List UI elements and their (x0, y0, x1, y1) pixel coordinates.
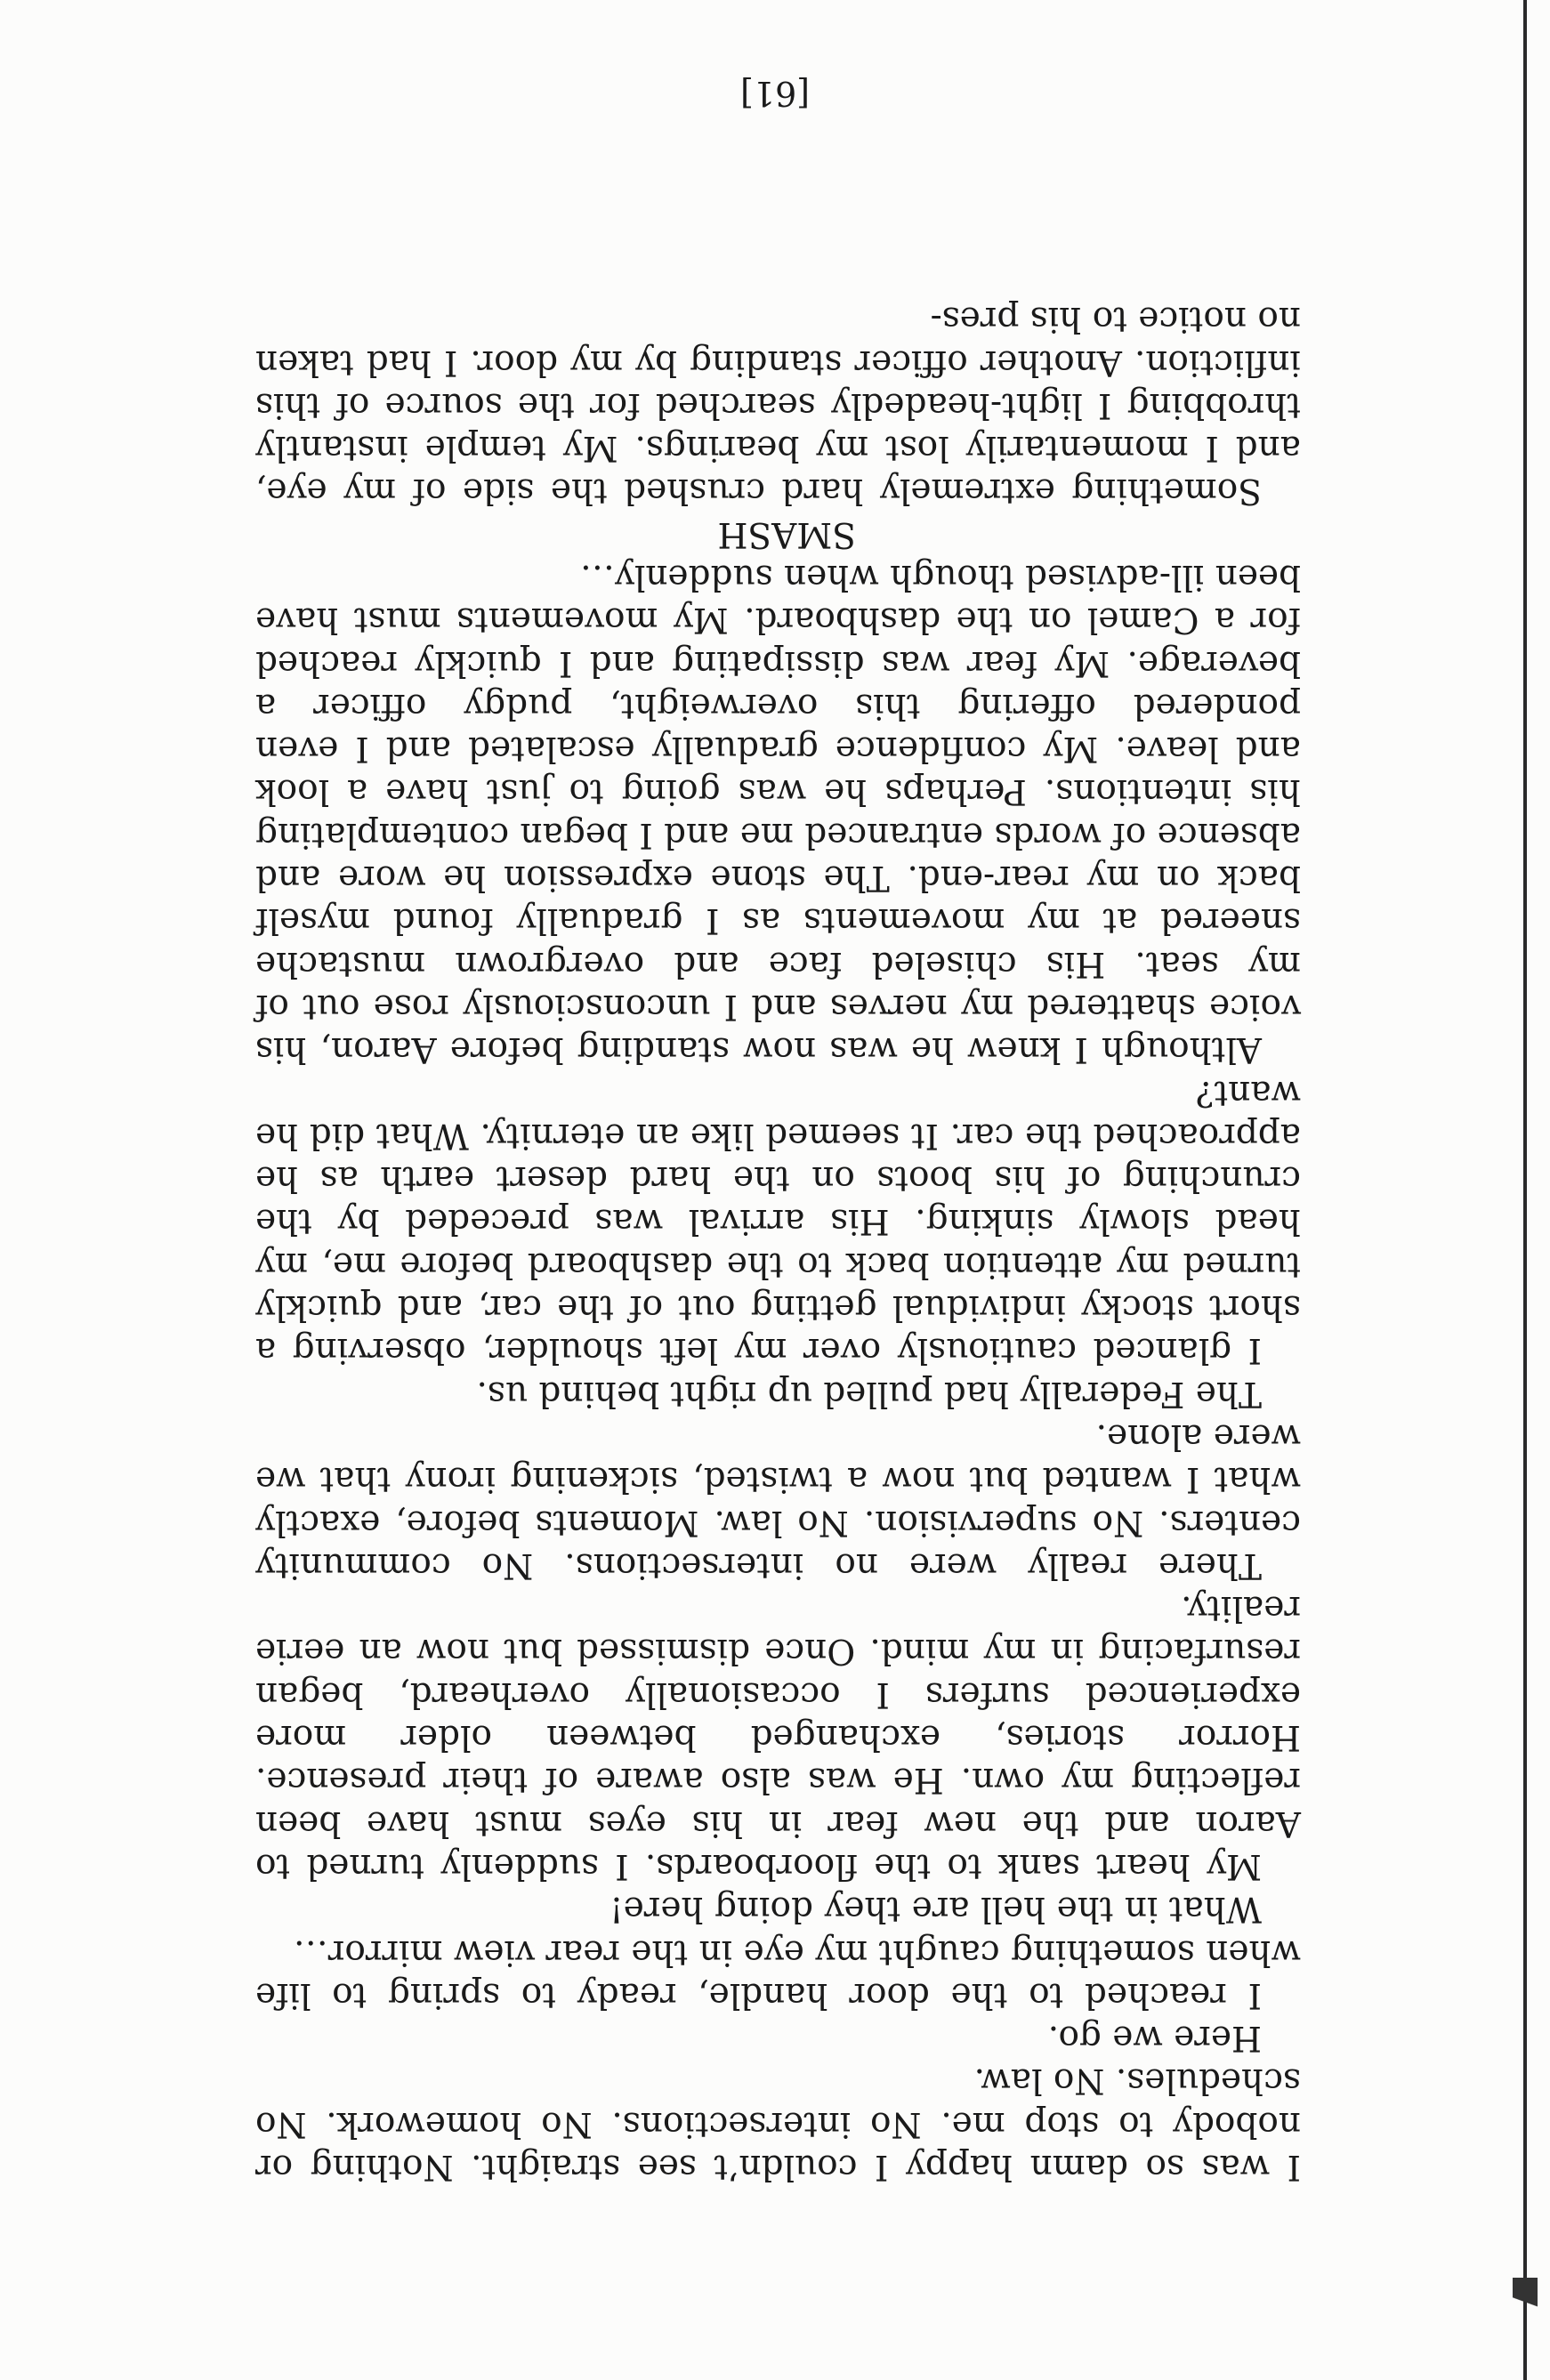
paragraph: Here we go. (1047, 2018, 1262, 2059)
paragraph: Although I knew he was now standing before Aaron, his voice shattered my nerves and I unconsciously rose out of my seat. His chiseled face and overgrown mustache sneered at my movements as I gradually found myself back on my rear-end. The stone expression he wore and absence of words entranced me and I began contemplating his intentions. Perhaps he was going to just have a look and leave. My confidence gradually escalated and I even pondered offering this overweight, pudgy officer a beverage. My fear was dissipating and I quickly reached for a Camel on the dashboard. My movements must have been ill-advised though when suddenly… (255, 557, 1301, 1070)
page-number: [61] (740, 74, 811, 113)
paragraph: I was so damn happy I couldn’t see straight. Nothing or nobody to stop me. No intersections. No homework. No schedules. No law. (255, 2061, 1301, 2187)
paragraph: I reached to the door handle, ready to spring to life when something caught my eye in the rear view mirror… (255, 1932, 1301, 2015)
paragraph: The Federally had pulled up right behind us. (476, 1373, 1262, 1414)
paragraph: There really were no intersections. No community centers. No supervision. No law. Moments before, exactly what I wanted but now a twisted, sickening irony that we were alone. (255, 1416, 1301, 1585)
body-text (255, 297, 1301, 2188)
paragraph: Something extremely hard crushed the side of my eye, and I momentarily lost my bearings. My temple instantly throbbing I light-headedly searched for the source of this infliction. Another officer standing by my door. I had taken no notice to his pres- (255, 299, 1301, 512)
paragraph: I glanced cautiously over my left shoulder, observing a short stocky individual getting out of the car, and quickly turned my attention back to the dashboard before me, my head slowly sinking. His arrival was preceded by the crunching of his boots on the hard desert earth as he approached the car. It seemed like an eternity. What did he want? (255, 1072, 1301, 1371)
paragraph: What in the hell are they doing here! (610, 1889, 1262, 1930)
sound-effect-line: SMASH (717, 513, 856, 554)
paragraph: My heart sank to the floorboards. I suddenly turned to Aaron and the new fear in his eyes must have been reflecting my own. He was also aware of their presence. Horror stories, exchanged between older more experienced surfers I occasionally overheard, began resurfacing in my mind. Once dismissed but now an eerie reality. (255, 1588, 1301, 1886)
